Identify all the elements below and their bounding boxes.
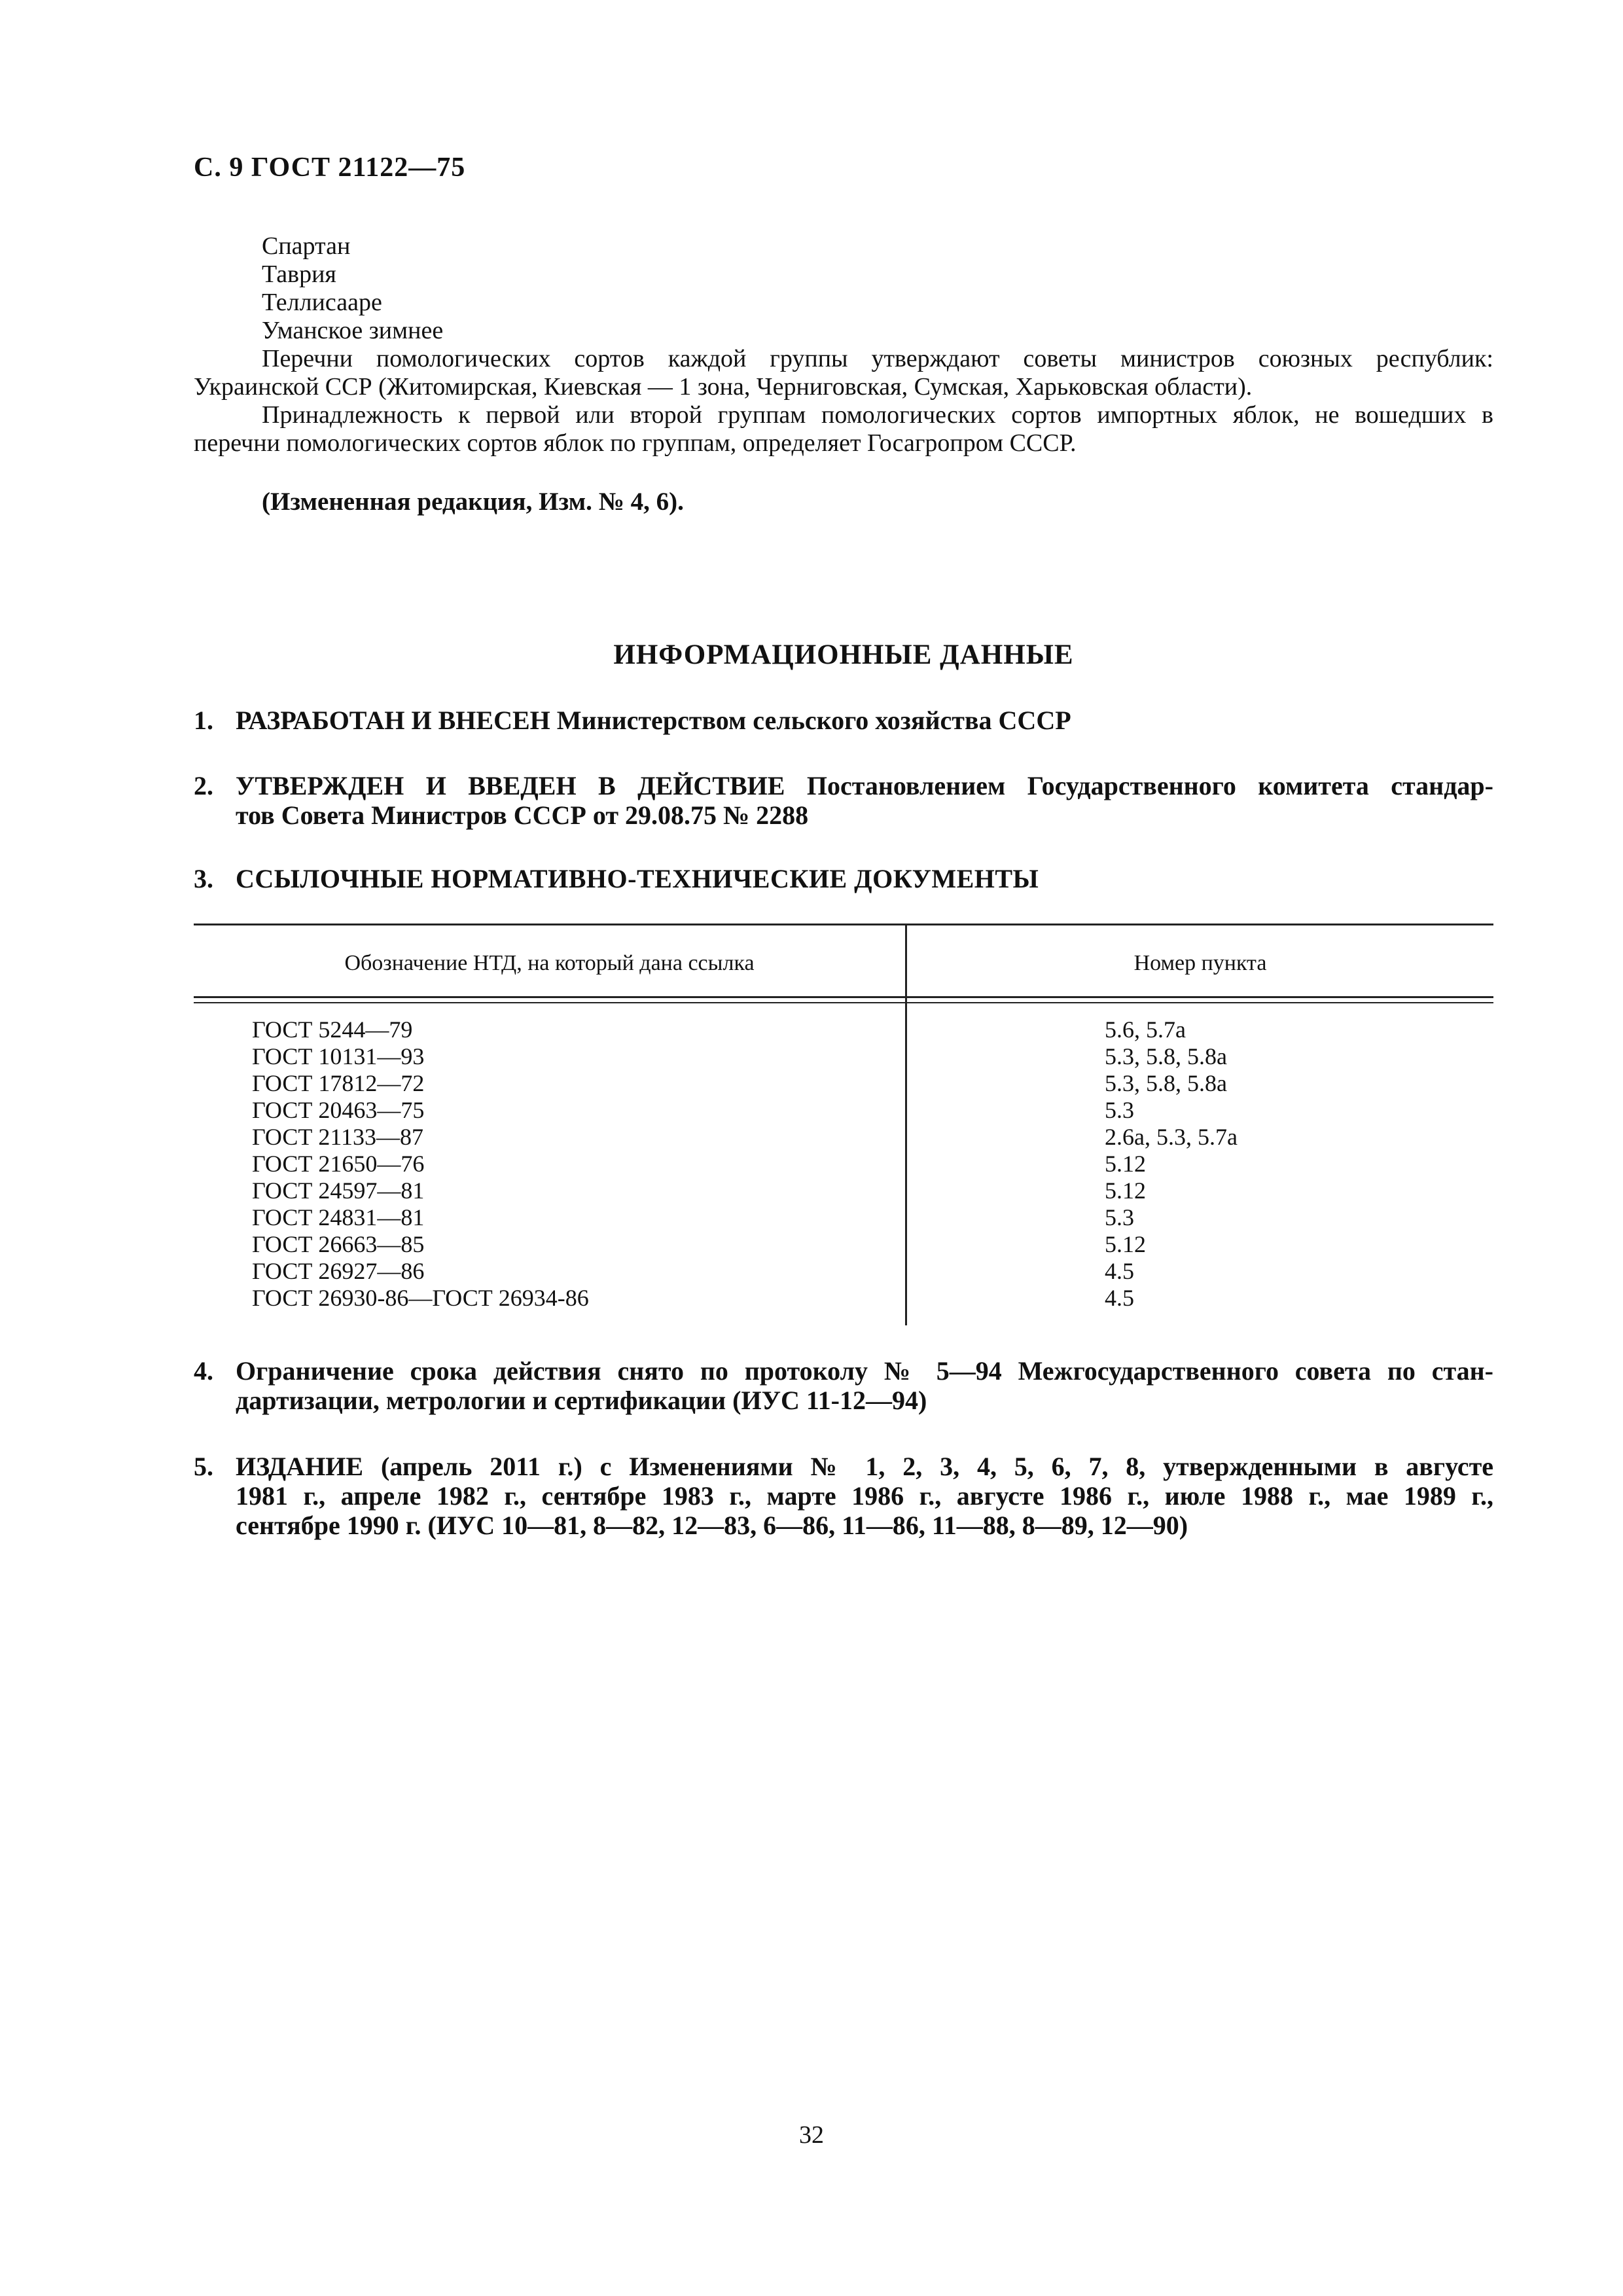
- item-number: 1.: [194, 706, 213, 735]
- variety-item: Уманское зимнее: [262, 317, 444, 344]
- table-cell-clause: 4.5: [1105, 1258, 1134, 1284]
- info-item-2: [194, 771, 1493, 831]
- item-text: ССЫЛОЧНЫЕ НОРМАТИВНО-ТЕХНИЧЕСКИЕ ДОКУМЕНТЫ: [236, 864, 1039, 893]
- paragraph-line: Украинской ССР (Житомирская, Киевская — 1 зона, Черниговская, Сумская, Харьковская области).: [194, 373, 1253, 401]
- amendment-note: (Измененная редакция, Изм. № 4, 6).: [262, 488, 684, 516]
- table-cell-clause: 5.3, 5.8, 5.8а: [1105, 1043, 1227, 1069]
- variety-item: Спартан: [262, 232, 351, 260]
- item-text: Ограничение срока действия снято по протоколу № 5—94 Межгосударственного совета по стан-: [236, 1356, 1493, 1386]
- item-text: тов Совета Министров СССР от 29.08.75 № 2288: [236, 800, 809, 830]
- table-cell-clause: 5.3: [1105, 1204, 1134, 1230]
- table-cell-clause: 2.6а, 5.3, 5.7а: [1105, 1124, 1238, 1150]
- item-text: РАЗРАБОТАН И ВНЕСЕН Министерством сельского хозяйства СССР: [236, 706, 1071, 735]
- info-item-1: [194, 706, 1493, 737]
- page-number: 32: [799, 2121, 824, 2149]
- table-column-divider: [905, 924, 907, 1325]
- table-cell-clause: 5.12: [1105, 1231, 1146, 1257]
- table-header-rule: [194, 996, 1493, 1003]
- table-cell-clause: 5.3: [1105, 1097, 1134, 1123]
- item-text: 1981 г., апреле 1982 г., сентябре 1983 г., марте 1986 г., августе 1986 г., июле 1988 г., мае 1989 г.,: [236, 1481, 1493, 1511]
- table-header-clause: Номер пункта: [1133, 951, 1267, 975]
- item-number: 2.: [194, 771, 213, 800]
- table-cell-clause: 5.3, 5.8, 5.8а: [1105, 1070, 1227, 1096]
- info-item-3: [194, 864, 1493, 895]
- info-item-4: [194, 1356, 1493, 1416]
- item-number: 5.: [194, 1452, 213, 1481]
- table-top-rule: [194, 924, 1493, 925]
- table-cell-clause: 5.12: [1105, 1151, 1146, 1177]
- table-cell-document: ГОСТ 10131—93: [252, 1043, 425, 1069]
- info-item-5: [194, 1452, 1493, 1543]
- table-cell-document: ГОСТ 5244—79: [252, 1016, 413, 1043]
- item-text: дартизации, метрологии и сертификации (ИУС 11-12—94): [236, 1386, 927, 1415]
- table-cell-document: ГОСТ 17812—72: [252, 1070, 425, 1096]
- paragraph-line: перечни помологических сортов яблок по группам, определяет Госагропром СССР.: [194, 429, 1077, 457]
- table-cell-document: ГОСТ 20463—75: [252, 1097, 425, 1123]
- table-cell-document: ГОСТ 24597—81: [252, 1177, 425, 1204]
- item-number: 3.: [194, 864, 213, 893]
- table-cell-document: ГОСТ 26927—86: [252, 1258, 425, 1284]
- paragraph-line: Перечни помологических сортов каждой группы утверждают советы министров союзных республик:: [262, 345, 1493, 372]
- item-text: УТВЕРЖДЕН И ВВЕДЕН В ДЕЙСТВИЕ Постановлением Государственного комитета стандар-: [236, 771, 1493, 800]
- table-header-document: Обозначение НТД, на который дана ссылка: [344, 951, 755, 975]
- table-cell-clause: 4.5: [1105, 1285, 1134, 1311]
- table-cell-document: ГОСТ 26663—85: [252, 1231, 425, 1257]
- paragraph-line: Принадлежность к первой или второй группам помологических сортов импортных яблок, не вошедших в: [262, 401, 1493, 429]
- table-cell-clause: 5.6, 5.7а: [1105, 1016, 1186, 1043]
- table-cell-document: ГОСТ 21650—76: [252, 1151, 425, 1177]
- table-cell-clause: 5.12: [1105, 1177, 1146, 1204]
- table-cell-document: ГОСТ 21133—87: [252, 1124, 424, 1150]
- item-number: 4.: [194, 1356, 213, 1386]
- item-text: ИЗДАНИЕ (апрель 2011 г.) с Изменениями № 1, 2, 3, 4, 5, 6, 7, 8, утвержденными в августе: [236, 1452, 1493, 1481]
- item-text: сентябре 1990 г. (ИУС 10—81, 8—82, 12—83, 6—86, 11—86, 11—88, 8—89, 12—90): [236, 1511, 1188, 1540]
- variety-item: Таврия: [262, 260, 336, 288]
- variety-item: Теллисааре: [262, 289, 382, 316]
- page-header: С. 9 ГОСТ 21122—75: [194, 152, 466, 183]
- table-cell-document: ГОСТ 24831—81: [252, 1204, 425, 1230]
- info-title: ИНФОРМАЦИОННЫЕ ДАННЫЕ: [613, 639, 1074, 670]
- table-cell-document: ГОСТ 26930-86—ГОСТ 26934-86: [252, 1285, 589, 1311]
